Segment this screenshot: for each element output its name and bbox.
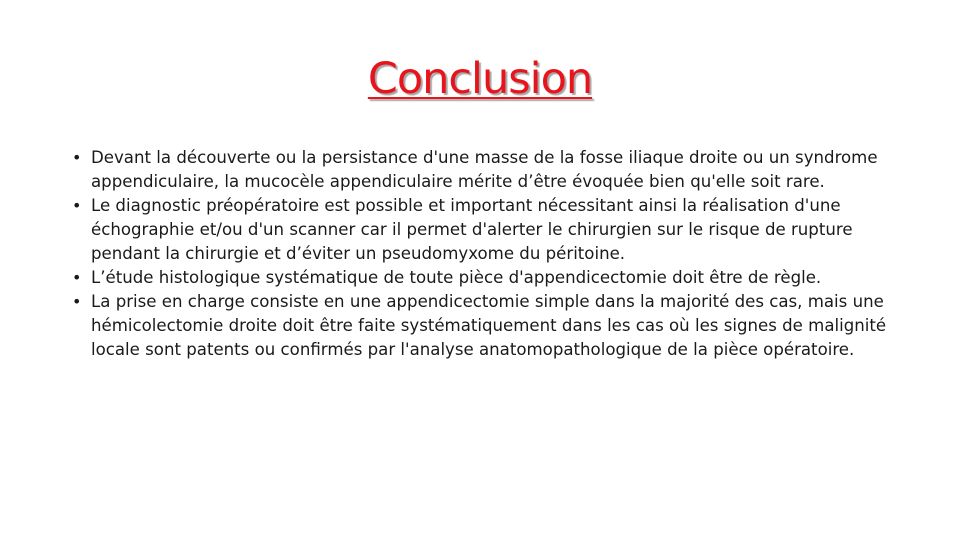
bullet-item [72,194,892,266]
bullet-text: Le diagnostic préopératoire est possible et important nécessitant ainsi la réalisation d'une échographie et/ou d'un scanner car il permet d'alerter le chirurgien sur le risque de rupture pendant la chirurgie et d’éviter un pseudomyxome du péritoine. [91,196,853,263]
bullet-list [72,146,892,362]
bullet-dot-icon: • [72,148,82,167]
bullet-dot-icon: • [72,292,82,311]
bullet-text: Devant la découverte ou la persistance d'une masse de la fosse iliaque droite ou un syndrome appendiculaire, la mucocèle appendiculaire mérite d’être évoquée bien qu'elle soit rare. [91,148,878,191]
slide-title: Conclusion [367,54,593,104]
bullet-item [72,266,892,290]
bullet-dot-icon: • [72,268,82,287]
bullet-item [72,146,892,194]
bullet-text: La prise en charge consiste en une appendicectomie simple dans la majorité des cas, mais une hémicolectomie droite doit être faite systématiquement dans les cas où les signes de malignité locale sont patents ou confirmés par l'analyse anatomopathologique de la pièce opératoire. [91,292,887,359]
bullet-dot-icon: • [72,196,82,215]
bullet-item [72,290,892,362]
bullet-text: L’étude histologique systématique de toute pièce d'appendicectomie doit être de règle. [91,268,822,287]
